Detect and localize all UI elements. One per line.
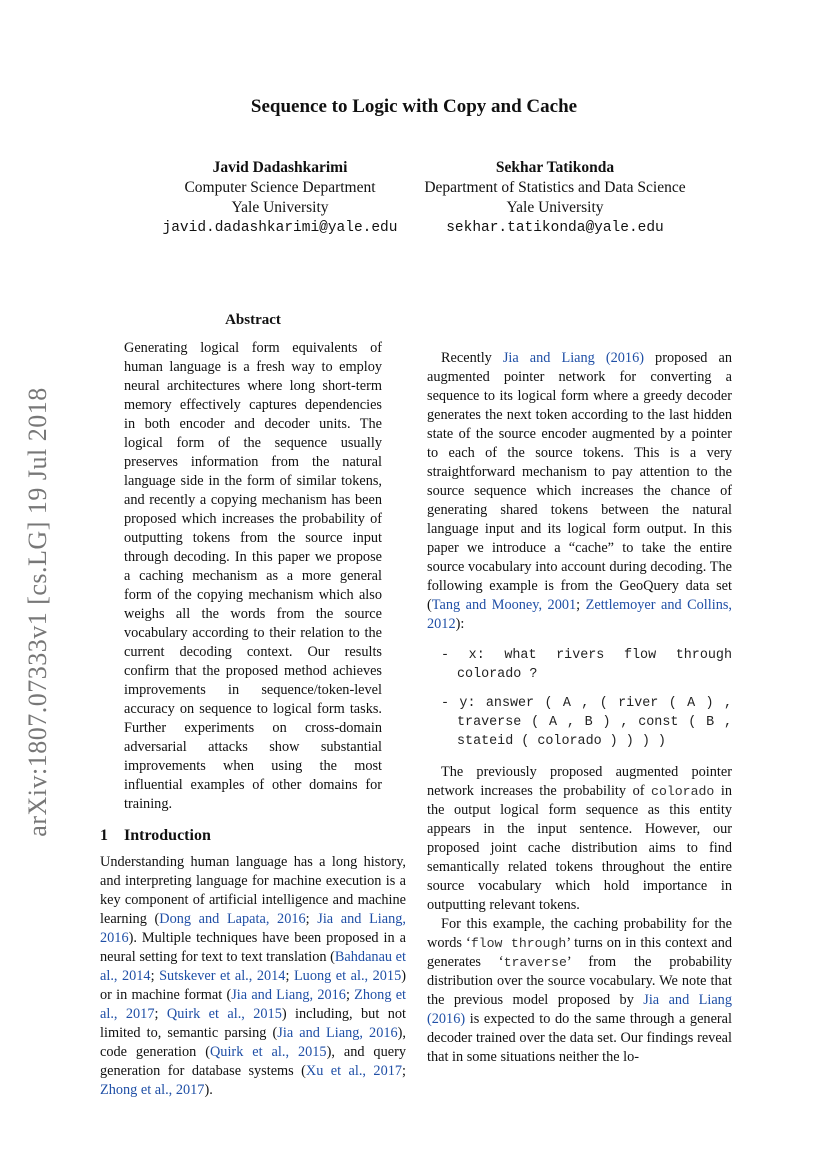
text-span: Understanding human language has a long history, and interpreting language for machine execution is a key component of artificial intelligence and machine learning ( (100, 854, 406, 927)
text-span: For this example, the caching probability for the words ‘ (427, 916, 732, 951)
text-span: ’ from the probability distribution over the source vocabulary. We note that the previous model proposed by (427, 954, 733, 1008)
text-span: ; (285, 968, 294, 984)
text-span: ; (154, 1006, 167, 1022)
abstract-text (100, 339, 406, 814)
abstract-paragraph: Generating logical form equivalents of human language is a fresh way to employ neural architectures where long short-term memory effectively captures dependencies in both encoder and decoder units. The logical form of the sequence usually preserves information from the natural language side in the form of similar tokens, and recently a copying mechanism has been proposed which increases the probability of outputting tokens from the source input through decoding. In this paper we propose a caching mechanism as a more general form of the copying mechanism which also weighs all the words from the source vocabulary according to their relation to the current decoding context. Our results confirm that the proposed method achieves improvements in sequence/token-level accuracy on sequence to logical form tasks. Further experiments on cross-domain adversarial attacks show substantial improvements when using the most influential examples of other domains for training. (124, 340, 382, 812)
arxiv-stamp-text: arXiv:1807.07333v1 [cs.LG] 19 Jul 2018 (23, 387, 52, 837)
author-name: Javid Dadashkarimi (212, 159, 348, 176)
author-university: Yale University (506, 199, 604, 216)
author-name: Sekhar Tatikonda (495, 159, 615, 176)
example-input: - x: what rivers flow through colorado ? (441, 648, 732, 682)
citation-link[interactable]: Jia and Liang (502, 350, 595, 366)
citation-link[interactable]: Zettlemoyer and Collins, 2012 (427, 597, 733, 632)
geoquery-example (441, 646, 732, 751)
inline-code: flow through (470, 936, 567, 951)
citation-link[interactable]: Jia and Liang (643, 992, 732, 1008)
intro-paragraph-2 (427, 349, 732, 634)
citation-link[interactable]: Quirk et al., 2015 (209, 1044, 327, 1060)
right-column (427, 349, 732, 1067)
citation-link[interactable]: (2016) (594, 350, 644, 366)
citation-link[interactable]: Sutskever et al., 2014 (159, 968, 286, 984)
text-span: ). (204, 1082, 213, 1098)
text-span: ; (402, 1063, 406, 1079)
text-span: ) including, but not limited to, semantic parsing ( (100, 1006, 406, 1041)
citation-link[interactable]: Dong and Lapata, 2016 (159, 911, 306, 927)
citation-link[interactable]: Tang and Mooney, 2001 (431, 597, 577, 613)
arxiv-stamp (0, 0, 70, 1171)
citation-link[interactable]: Bahdanau et al., 2014 (100, 949, 406, 984)
author-university: Yale University (231, 199, 329, 216)
intro-paragraph-4 (427, 915, 732, 1067)
text-span: ; (576, 597, 586, 613)
citation-link[interactable]: (2016) (427, 1011, 466, 1027)
author-department: Computer Science Department (184, 179, 376, 196)
text-span: The previously proposed augmented pointer network increases the probability of (427, 764, 732, 799)
intro-paragraph-3 (427, 763, 732, 915)
author-email[interactable]: sekhar.tatikonda@yale.edu (446, 220, 664, 236)
inline-code: colorado (651, 784, 715, 799)
citation-link[interactable]: Xu et al., 2017 (305, 1063, 403, 1079)
citation-link[interactable]: Zhong et al., 2017 (100, 1082, 205, 1098)
section-title: Introduction (124, 827, 211, 844)
author-block-2 (410, 158, 700, 238)
left-column (100, 311, 406, 1100)
text-span: ). Multiple techniques have been proposed in a neural setting for text to text translation ( (100, 930, 406, 965)
citation-link[interactable]: Jia and Liang, 2016 (277, 1025, 398, 1041)
abstract-heading: Abstract (225, 312, 281, 328)
text-span: is expected to do the same through a general decoder trained over the data set. Our findings reveal that in some situations neither the lo- (427, 1011, 732, 1065)
citation-link[interactable]: Quirk et al., 2015 (166, 1006, 282, 1022)
text-span: ), code generation ( (100, 1025, 406, 1060)
author-block-1 (140, 158, 420, 238)
text-span: ’ turns on in this context and generates ‘ (427, 935, 732, 970)
section-number: 1 (100, 827, 108, 844)
text-span: Recently (441, 350, 503, 366)
intro-paragraph-1 (100, 853, 406, 1100)
section-heading-introduction (100, 826, 406, 845)
inline-code: traverse (503, 955, 567, 970)
text-span: proposed an augmented pointer network for converting a sequence to its logical form where a greedy decoder generates the next token according to the last hidden state of the source encoder augmented by a pointer to each of the source tokens. This is a very straightforward mechanism to pay attention to the source sequence which increases the chance of generating shared tokens between the natural language input and its logical form output. In this paper we introduce a “cache” to take the entire source vocabulary into account during decoding. The following example is from the GeoQuery data set ( (427, 350, 732, 613)
text-span: ; (345, 987, 355, 1003)
citation-link[interactable]: Zhong et al., 2017 (100, 987, 407, 1022)
citation-link[interactable]: Jia and Liang, 2016 (100, 911, 406, 946)
paper-title: Sequence to Logic with Copy and Cache (250, 96, 578, 117)
text-span: ; (305, 911, 318, 927)
text-span: ; (150, 968, 160, 984)
citation-link[interactable]: Jia and Liang, 2016 (231, 987, 346, 1003)
text-span: ): (455, 616, 465, 632)
example-output: - y: answer ( A , ( river ( A ) , traverse ( A , B ) , const ( B , stateid ( colorado ) ) ) ) (441, 696, 732, 749)
citation-link[interactable]: Luong et al., 2015 (293, 968, 402, 984)
text-span: in the output logical form sequence as this entity appears in the input sentence. However, our proposed joint cache distribution aims to find semantically related tokens throughout the entire source vocabulary which hold importance in outputting relevant tokens. (427, 783, 732, 913)
text-span: ), and query generation for database systems ( (100, 1044, 406, 1079)
author-email[interactable]: javid.dadashkarimi@yale.edu (162, 220, 398, 236)
author-department: Department of Statistics and Data Science (424, 179, 686, 196)
text-span: ) or in machine format ( (100, 968, 406, 1003)
